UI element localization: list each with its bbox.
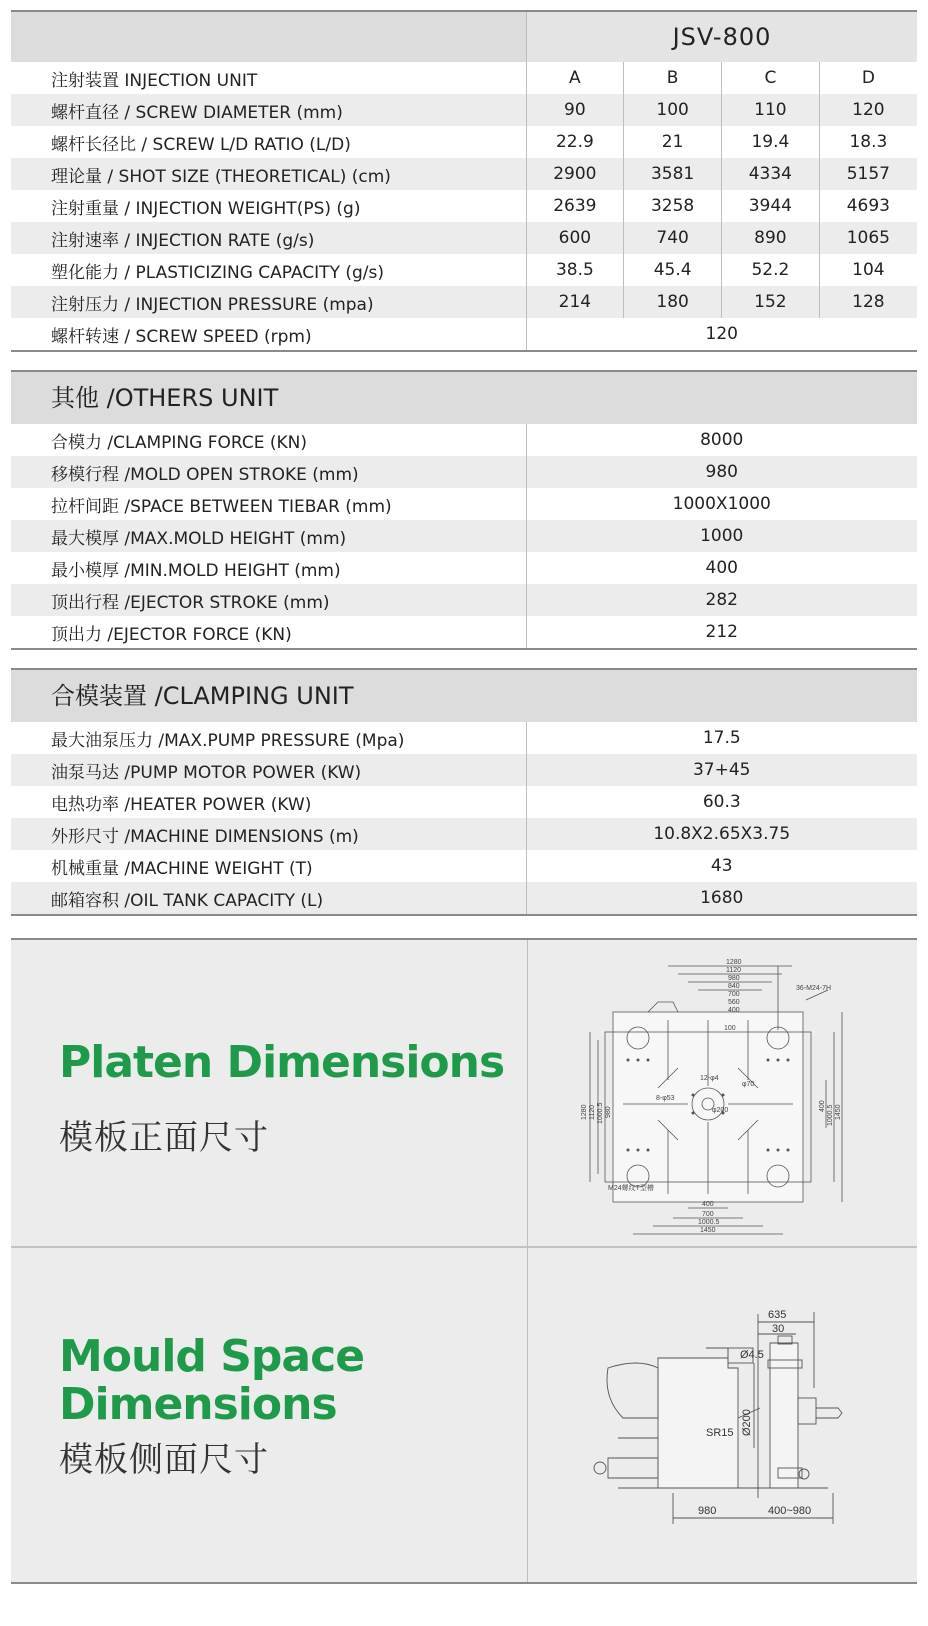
row-label: 注射重量 / INJECTION WEIGHT(PS) (g) (51, 198, 361, 219)
row-label: 最大模厚 /MAX.MOLD HEIGHT (mm) (11, 520, 526, 552)
table-row (11, 222, 917, 254)
mould-dim-range: 400~980 (768, 1505, 812, 1517)
row-label: 电热功率 /HEATER POWER (KW) (51, 794, 312, 815)
platen-drawing-area (527, 940, 917, 1246)
row-value: 8000 (526, 424, 917, 456)
row-value: 400 (526, 552, 917, 584)
row-value: 1000X1000 (526, 488, 917, 520)
table-row (11, 818, 917, 850)
platen-dim-right-1: 1000.5 (827, 1104, 834, 1126)
others-header (11, 372, 917, 424)
mould-title-cn: 模板侧面尺寸 (59, 1440, 269, 1480)
row-value: 110 (722, 94, 820, 126)
row-value: 38.5 (526, 254, 624, 286)
table-row (11, 126, 917, 158)
row-value: 104 (819, 254, 917, 286)
row-label: 顶出力 /EJECTOR FORCE (KN) (51, 624, 292, 645)
model-name: JSV-800 (526, 12, 917, 62)
clamping-table (11, 722, 917, 914)
row-value: B (624, 62, 722, 94)
platen-hole-b: φ70 (742, 1081, 755, 1088)
mould-side-drawing (528, 1248, 917, 1582)
platen-dim-left-3: 980 (605, 1106, 612, 1118)
table-row (11, 520, 917, 552)
platen-hole-a: 12-φ4 (700, 1075, 719, 1082)
row-value: A (526, 62, 624, 94)
platen-dim-left-1: 1120 (589, 1104, 596, 1120)
row-label: 外形尺寸 /MACHINE DIMENSIONS (m) (11, 818, 526, 850)
injection-header (11, 12, 917, 62)
row-value: 19.4 (722, 126, 820, 158)
table-row (11, 882, 917, 914)
platen-dim-left-0: 1280 (581, 1104, 588, 1120)
table-row (11, 552, 917, 584)
mould-drawing-area (527, 1248, 917, 1582)
table-row (11, 318, 917, 350)
platen-hole-d: φ200 (712, 1107, 729, 1114)
platen-thread-label: 36-M24-7H (796, 985, 832, 992)
injection-unit-section (11, 10, 917, 352)
row-label: 机械重量 /MACHINE WEIGHT (T) (51, 858, 313, 879)
row-label: 移模行程 /MOLD OPEN STROKE (mm) (11, 456, 526, 488)
row-label: 油泵马达 /PUMP MOTOR POWER (KW) (11, 754, 526, 786)
clamping-header (11, 670, 917, 722)
row-value: 4693 (819, 190, 917, 222)
mould-space-panel (11, 1246, 917, 1584)
others-table (11, 424, 917, 648)
row-value: 2900 (526, 158, 624, 190)
platen-dim-top-3: 840 (728, 983, 740, 990)
row-label: 螺杆长径比 / SCREW L/D RATIO (L/D) (51, 134, 351, 155)
row-value: 128 (819, 286, 917, 318)
row-label: 合模力 /CLAMPING FORCE (KN) (51, 432, 307, 453)
row-value: 18.3 (819, 126, 917, 158)
row-value: 152 (722, 286, 820, 318)
others-title: 其他 /OTHERS UNIT (51, 384, 279, 412)
row-value: 212 (526, 616, 917, 648)
row-value: 214 (526, 286, 624, 318)
row-value: 22.9 (526, 126, 624, 158)
table-row (11, 584, 917, 616)
platen-title-en: Platen Dimensions (59, 1037, 505, 1088)
row-value: 890 (722, 222, 820, 254)
row-label: 注射压力 / INJECTION PRESSURE (mpa) (11, 286, 526, 318)
row-value: 100 (624, 94, 722, 126)
row-label: 注射速率 / INJECTION RATE (g/s) (11, 222, 526, 254)
row-value: 3581 (624, 158, 722, 190)
table-row (11, 62, 917, 94)
row-label: 理论量 / SHOT SIZE (THEORETICAL) (cm) (11, 158, 526, 190)
row-value: 980 (526, 456, 917, 488)
mould-dim-200: Ø200 (741, 1409, 753, 1436)
row-value: 740 (624, 222, 722, 254)
platen-dim-top-5: 560 (728, 999, 740, 1006)
platen-dim-bottom-1: 700 (702, 1211, 714, 1218)
row-label: 螺杆转速 / SCREW SPEED (rpm) (51, 326, 312, 347)
row-value: 180 (624, 286, 722, 318)
platen-dim-top-4: 700 (728, 991, 740, 998)
row-value: D (819, 62, 917, 94)
mould-dim-635: 635 (768, 1309, 787, 1321)
row-value: 4334 (722, 158, 820, 190)
platen-dim-top-1: 1120 (726, 967, 742, 974)
mould-title-en-2: Dimensions (59, 1379, 337, 1430)
row-value: 3944 (722, 190, 820, 222)
row-label: 最大油泵压力 /MAX.PUMP PRESSURE (Mpa) (51, 730, 405, 751)
row-value: 52.2 (722, 254, 820, 286)
platen-dim-left-2: 1000.5 (597, 1102, 604, 1124)
row-value: 282 (526, 584, 917, 616)
table-row (11, 616, 917, 648)
row-label: 顶出行程 /EJECTOR STROKE (mm) (11, 584, 526, 616)
platen-dimensions-panel (11, 938, 917, 1246)
row-label: 邮箱容积 /OIL TANK CAPACITY (L) (11, 882, 526, 914)
platen-dim-top-2: 980 (728, 975, 740, 982)
mould-dim-sr15: SR15 (706, 1427, 734, 1439)
row-value: 60.3 (526, 786, 917, 818)
row-value: 21 (624, 126, 722, 158)
row-value: 5157 (819, 158, 917, 190)
mould-dim-45: Ø4.5 (740, 1349, 764, 1361)
platen-dim-top-6: 400 (728, 1007, 740, 1014)
row-value: 1000 (526, 520, 917, 552)
row-value: 600 (526, 222, 624, 254)
table-row (11, 722, 917, 754)
platen-dim-right-2: 1450 (835, 1104, 842, 1120)
platen-dim-right-0: 400 (819, 1100, 826, 1112)
row-label: 注射装置 INJECTION UNIT (51, 70, 258, 91)
table-row (11, 158, 917, 190)
table-row (11, 850, 917, 882)
platen-dim-bottom-0: 400 (702, 1201, 714, 1208)
table-row (11, 754, 917, 786)
clamping-unit-section (11, 668, 917, 916)
row-label: 塑化能力 / PLASTICIZING CAPACITY (g/s) (51, 262, 384, 283)
row-value: 3258 (624, 190, 722, 222)
table-row (11, 456, 917, 488)
row-value: 120 (819, 94, 917, 126)
table-row (11, 286, 917, 318)
table-row (11, 786, 917, 818)
table-row (11, 94, 917, 126)
others-unit-section (11, 370, 917, 650)
row-label: 拉杆间距 /SPACE BETWEEN TIEBAR (mm) (51, 496, 392, 517)
row-value: 45.4 (624, 254, 722, 286)
platen-hole-c: 8-φ53 (656, 1095, 675, 1102)
row-value: 17.5 (526, 722, 917, 754)
platen-slot-label: M24螺纹T型槽 (608, 1185, 654, 1192)
platen-center-top: 100 (724, 1025, 736, 1032)
row-value: 1065 (819, 222, 917, 254)
row-value: 90 (526, 94, 624, 126)
platen-dim-bottom-2: 1000.5 (698, 1219, 720, 1226)
row-label: 螺杆直径 / SCREW DIAMETER (mm) (11, 94, 526, 126)
mould-dim-980: 980 (698, 1505, 717, 1517)
table-row (11, 190, 917, 222)
platen-dim-bottom-3: 1450 (700, 1227, 716, 1234)
table-row (11, 488, 917, 520)
row-value: 1680 (526, 882, 917, 914)
platen-front-drawing (528, 940, 917, 1246)
platen-title-cn: 模板正面尺寸 (59, 1118, 269, 1158)
table-row (11, 254, 917, 286)
row-value: 120 (526, 318, 917, 350)
row-label: 最小模厚 /MIN.MOLD HEIGHT (mm) (51, 560, 341, 581)
mould-dim-30: 30 (772, 1323, 785, 1335)
row-value: 37+45 (526, 754, 917, 786)
row-value: C (722, 62, 820, 94)
row-value: 10.8X2.65X3.75 (526, 818, 917, 850)
table-row (11, 424, 917, 456)
row-value: 43 (526, 850, 917, 882)
injection-table (11, 62, 917, 350)
platen-dim-top-0: 1280 (726, 959, 742, 966)
clamping-title: 合模装置 /CLAMPING UNIT (51, 682, 354, 710)
mould-title-en-1: Mould Space (59, 1331, 365, 1382)
row-value: 2639 (526, 190, 624, 222)
